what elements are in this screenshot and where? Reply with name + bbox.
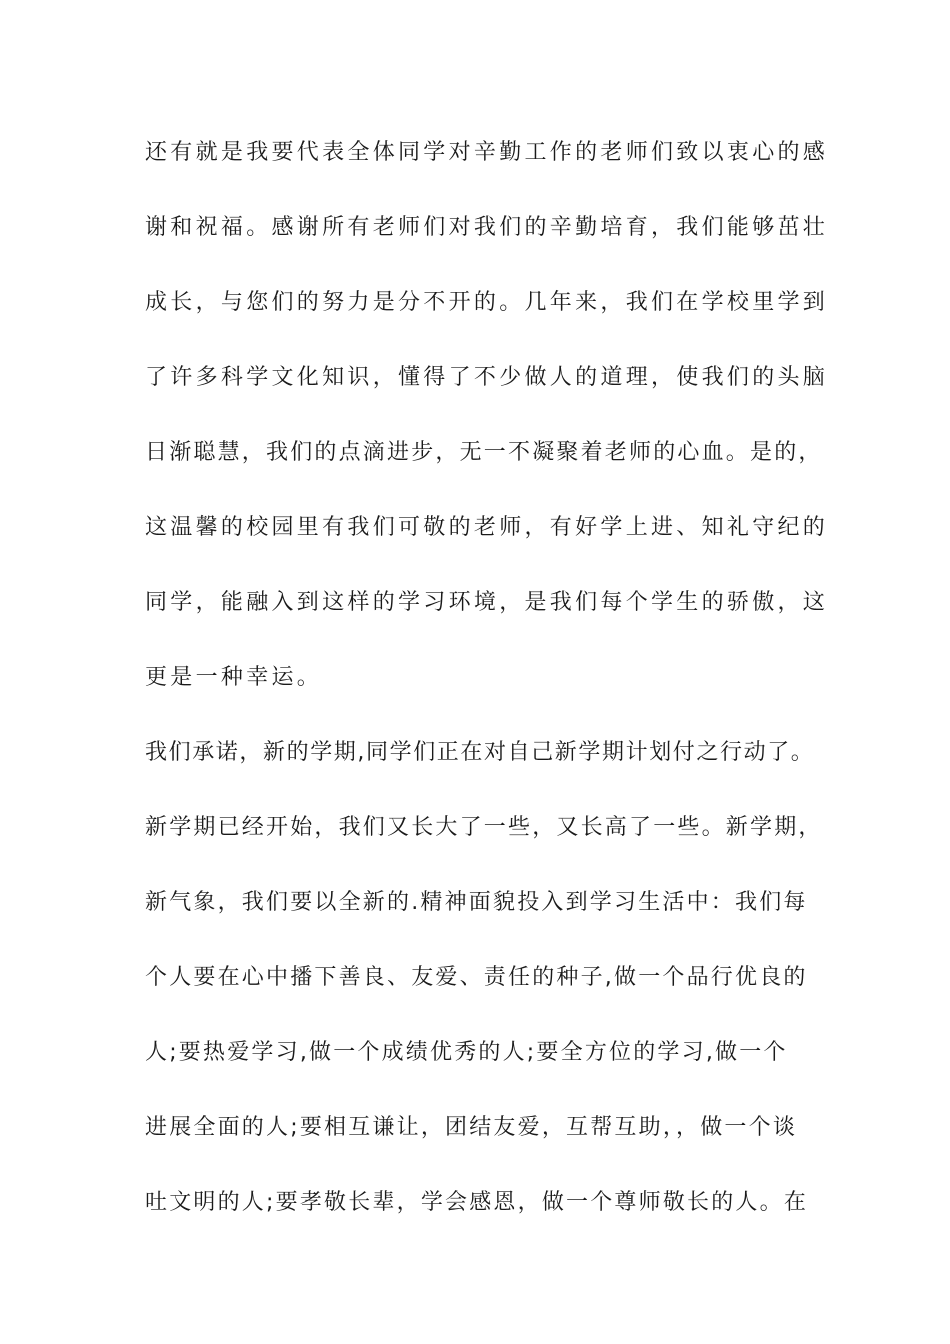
text-line: 了许多科学文化知识，懂得了不少做人的道理，使我们的头脑 bbox=[145, 365, 829, 390]
text-line: 吐文明的人;要孝敬长辈，学会感恩，做一个尊师敬长的人。在 bbox=[145, 1190, 809, 1215]
text-line: 进展全面的人;要相互谦让，团结友爱，互帮互助，，做一个谈 bbox=[145, 1115, 798, 1140]
text-line: 人;要热爱学习,做一个成绩优秀的人;要全方位的学习,做一个 bbox=[145, 1040, 788, 1065]
text-line: 成长，与您们的努力是分不开的。几年来，我们在学校里学到 bbox=[145, 290, 829, 315]
text-line: 新气象，我们要以全新的.精神面貌投入到学习生活中：我们每 bbox=[145, 890, 808, 915]
text-line: 还有就是我要代表全体同学对辛勤工作的老师们致以衷心的感 bbox=[145, 140, 829, 165]
text-line: 谢和祝福。感谢所有老师们对我们的辛勤培育，我们能够茁壮 bbox=[145, 215, 829, 240]
text-line: 我们承诺，新的学期,同学们正在对自己新学期计划付之行动了。 bbox=[145, 740, 815, 765]
text-line: 这温馨的校园里有我们可敬的老师，有好学上进、知礼守纪的 bbox=[145, 515, 829, 540]
text-line: 同学，能融入到这样的学习环境，是我们每个学生的骄傲，这 bbox=[145, 590, 829, 615]
text-line: 更是一种幸运。 bbox=[145, 665, 323, 690]
text-line: 个人要在心中播下善良、友爱、责任的种子,做一个品行优良的 bbox=[145, 965, 808, 990]
text-line: 日渐聪慧，我们的点滴进步，无一不凝聚着老师的心血。是的， bbox=[145, 440, 823, 465]
text-line: 新学期已经开始，我们又长大了一些，又长高了一些。新学期， bbox=[145, 815, 823, 840]
body-text bbox=[145, 133, 835, 1258]
